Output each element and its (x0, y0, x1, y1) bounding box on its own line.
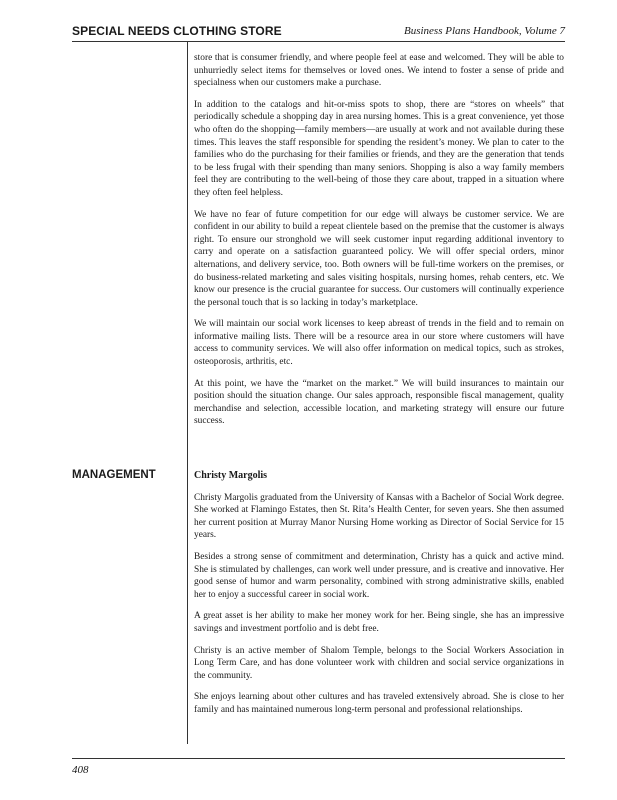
paragraph: She enjoys learning about other cultures and has traveled extensively abroad. She is close to her family and has maintained numerous long-term personal and professional relationships. (194, 692, 564, 715)
paragraph: store that is consumer friendly, and where people feel at ease and welcomed. They will be able to unhurriedly select items for themselves or loved ones. We intend to foster a sense of pride and specialness when our customers make a purchase. (194, 53, 564, 89)
paragraph: At this point, we have the “market on the market.” We will build insurances to maintain our position should the situation change. Our sales approach, responsible fiscal management, quality merchandise and selection, accessible location, and marketing strategy will ensure our future success. (194, 378, 564, 427)
person-heading: Christy Margolis (194, 470, 268, 481)
section-label-management: MANAGEMENT (72, 469, 156, 481)
paragraph: In addition to the catalogs and hit-or-miss spots to shop, there are “stores on wheels” that periodically schedule a shopping day in area nursing homes. This is a great convenience, yet those who often do the shopping—family members—are usually at work and not available during these times. This leaves the staff responsible for spending the resident’s money. We plan to cater to the families who do the purchasing for their families or friends, and they are the generation that tends to be less frugal with their spending than many seniors. Shopping is also a way family members feel they are contributing to the well-being of those they care about, trapped in a situation where they often feel helpless. (194, 99, 564, 198)
running-header (72, 22, 565, 42)
body-text (194, 52, 564, 437)
paragraph: A great asset is her ability to make her money work for her. Being single, she has an impressive savings and investment portfolio and is debt free. (194, 611, 564, 634)
column-divider (187, 42, 188, 744)
header-title: SPECIAL NEEDS CLOTHING STORE (72, 24, 282, 38)
paragraph: Christy is an active member of Shalom Temple, belongs to the Social Workers Association in Long Term Care, and has done volunteer work with children and social service organizations in the community. (194, 645, 564, 681)
paragraph: We have no fear of future competition for our edge will always be customer service. We are confident in our ability to build a repeat clientele based on the premise that the customer is always right. To ensure our stronghold we will seek customer input regarding additional inventory to carry and operate on a satisfaction guaranteed policy. We will offer special orders, minor alternations, and delivery service, too. Both owners will be full-time workers on the premises, or do business-related marketing and sales visiting hospitals, nursing homes, rehab centers, etc. We know our presence is the crucial guarantee for success. Our customers will continually experience the personal touch that is so lacking in today’s marketplace. (194, 209, 564, 308)
page-number: 408 (72, 764, 89, 776)
paragraph: Christy Margolis graduated from the University of Kansas with a Bachelor of Social Work degree. She worked at Flamingo Estates, then St. Rita’s Health Center, for seven years. She then assumed her current position at Murray Manor Nursing Home working as Director of Social Service for 15 years. (194, 492, 564, 541)
header-rule (72, 41, 565, 42)
paragraph: Besides a strong sense of commitment and determination, Christy has a quick and active mind. She is stimulated by challenges, can work well under pressure, and is creative and innovative. Her good sense of humor and warm personality, combined with strong administrative skills, enabled her to enjoy a successful career in social work. (194, 551, 564, 600)
footer-rule (72, 758, 565, 759)
paragraph: We will maintain our social work licenses to keep abreast of trends in the field and to remain on informative mailing lists. There will be a resource area in our store where customers will have access to community services. We will also offer information on medical topics, such as strokes, osteoporosis, arthritis, etc. (194, 319, 564, 368)
management-section (194, 470, 564, 726)
header-book-title: Business Plans Handbook, Volume 7 (403, 25, 565, 37)
